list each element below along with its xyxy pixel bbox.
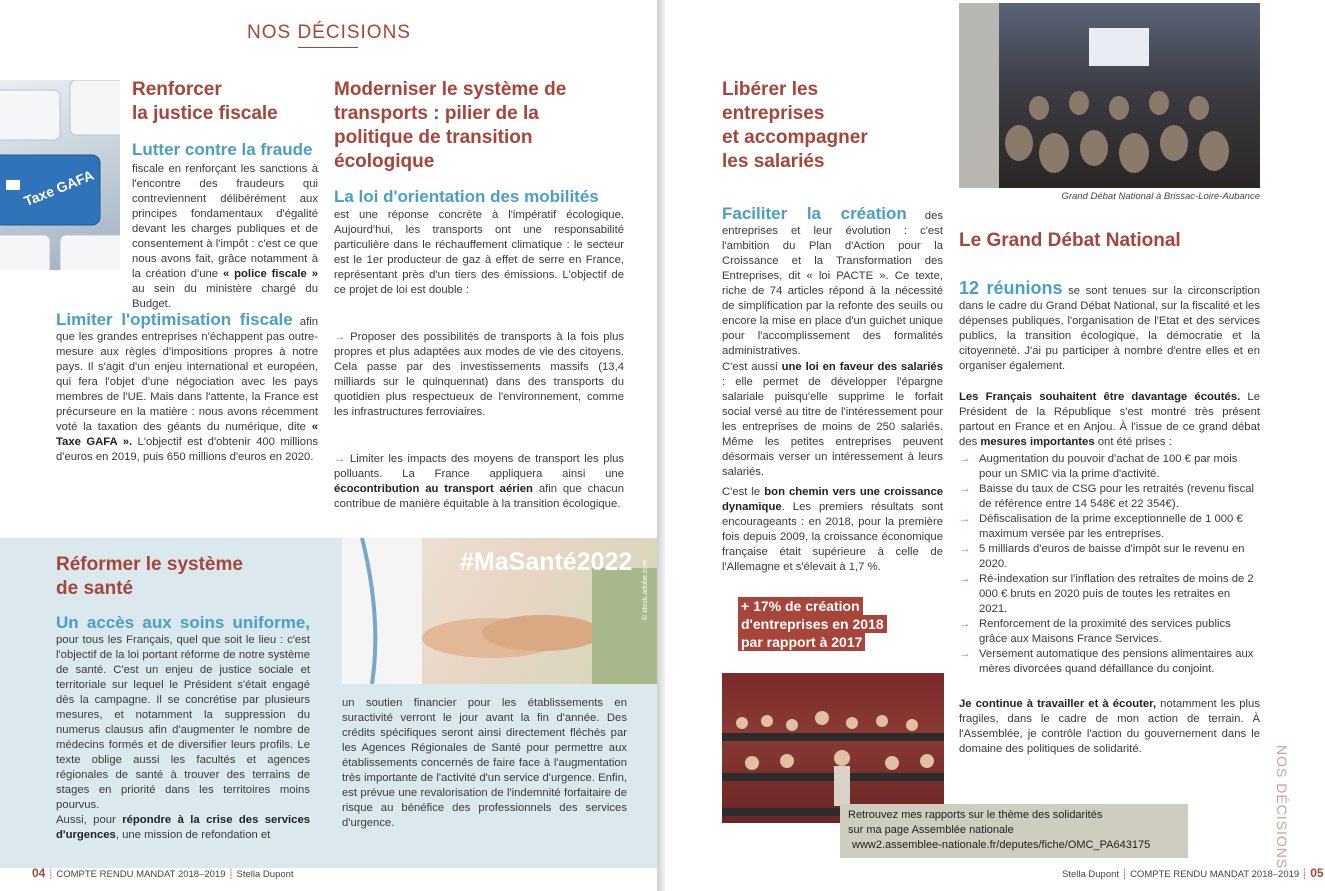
measure-item: → Augmentation du pouvoir d'achat de 100 € par mois pour un SMIC via la prime d'activité. — [959, 452, 1260, 482]
debate-illustration — [959, 3, 1260, 188]
hashtag-label: #MaSanté2022 — [460, 548, 633, 576]
continue-bold: Je continue à travailler et à écouter, — [959, 698, 1157, 710]
debat-measures-paragraph — [959, 390, 1260, 450]
pacte-text: des entreprises et leur évolution : c'est l'ambition du Plan d'Action pour la Croissance et la Transformation des Entreprises, dit « loi PACTE ». Ce texte, riche de 74 articles répond à la nécessité de simplification par la refonte des seuils ou encore la mise en place d'un guichet unique pour l'accomplissement des formalités administratives. — [722, 210, 944, 357]
measure-item: → Baisse du taux de CSG pour les retraités (revenu fiscal de référence entre 14 548€ et 22 354€). — [959, 482, 1260, 512]
stat-line-3: par rapport à 2017 — [738, 633, 865, 651]
president-text: Le Président de la République s'est montré très présent partout en France et en Anjou. À l'issue de ce grand débat des — [959, 391, 1260, 448]
reports-box — [840, 804, 1188, 858]
fraud-subheading: Lutter contre la fraude — [132, 140, 313, 159]
growth-text: C'est le — [722, 486, 761, 498]
creation-subheading: Faciliter la création — [722, 204, 907, 223]
salaries-bold: une loi en faveur des salariés — [781, 361, 943, 373]
stat-line-2: d'entreprises en 2018 — [738, 615, 887, 633]
optimisation-text: afin que les grandes entreprises n'échappent pas outre-mesure aux règles d'impositions propres à notre pays. Il s'agit d'un enjeu international et européen, qui fera l'objet d'une négociation avec les pays membres de l'UE. Mais dans l'attente, la France est précurseure en la matière : nous avons récemment voté la taxation des géants du numérique, dite — [56, 316, 318, 433]
reports-box-line-2: sur ma page Assemblée nationale — [848, 824, 1014, 836]
page-number-left: 04 — [32, 866, 46, 880]
bullet-1-text: Proposer des possibilités de transports à la fois plus propres et plus adaptées aux modes de vie des citoyens. Cela passe par des investissements massifs (13,4 milliards sur le quinquennat) dans des transports du quotidien plus respectueux de l'environnement, comme les infrastructures ferroviaires. — [334, 331, 625, 418]
business-paragraph-3 — [722, 485, 943, 575]
continue-text: notamment les plus fragiles, dans le cadre de mon action de terrain. À l'Assemblée, je contrôle l'action du gouvernement dans le domaine des politiques de solidarité. — [959, 698, 1260, 755]
enterprise-stat-highlight — [738, 597, 887, 651]
arrow-icon: → — [334, 331, 351, 343]
footer-right-text: COMPTE RENDU MANDAT 2018–2019 — [1130, 869, 1300, 880]
growth-bold: bon chemin vers une croissance dynamique — [722, 486, 944, 513]
debat-lead-paragraph — [959, 278, 1260, 374]
footer-left-text: COMPTE RENDU MANDAT 2018–2019 — [56, 869, 226, 880]
measure-item: → Défiscalisation de la prime exceptionnelle de 1 000 € maximum versée par les entreprises. — [959, 512, 1260, 542]
president-text-end: ont été prises : — [1097, 436, 1172, 448]
mesures-bold: mesures importantes — [980, 436, 1095, 448]
measure-item: → Versement automatique des pensions alimentaires aux mères divorcées quand défaillance du conjoint. — [959, 647, 1260, 677]
footer-right-author: Stella Dupont — [1062, 869, 1120, 880]
reunions-count: 12 réunions — [959, 278, 1063, 298]
business-heading: Libérer les entreprises et accompagner les salariés — [722, 79, 868, 172]
grand-debat-heading: Le Grand Débat National — [959, 230, 1181, 251]
footer-left-author: Stella Dupont — [236, 869, 294, 880]
transport-bullet-1 — [334, 330, 624, 420]
growth-text-end: . Les premiers résultats sont encourageants : en 2018, pour la première fois depuis 2009, la croissance économique française était supérieure à celle de l'Allemagne et s'élevait à 1,7 %. — [722, 501, 943, 573]
transport-bullet-2 — [334, 452, 624, 512]
footer-right: Stella Dupont ┊ COMPTE RENDU MANDAT 2018–2019 ┊ 05 — [1062, 866, 1324, 880]
optimisation-text-end: L'objectif est d'obtenir 400 millions d'euros en 2019, puis 650 millions d'euros en 2020. — [56, 436, 318, 463]
debate-photo — [959, 3, 1260, 188]
page-title: NOS DÉCISIONS — [247, 22, 411, 43]
side-title: NOS DÉCISIONS — [1274, 745, 1290, 870]
stat-line-1: + 17% de création — [738, 597, 863, 615]
fiscal-justice-heading: Renforcer la justice fiscale — [132, 79, 278, 124]
urgence-text-end: , une mission de refondation et — [115, 829, 271, 841]
health-heading: Réformer le système de santé — [56, 554, 243, 599]
measure-item: → Renforcement de la proximité des services publics grâce aux Maisons France Services. — [959, 617, 1260, 647]
health-text: pour tous les Français, quel que soit le lieu : c'est l'objectif de la loi portant réforme de notre système de santé. C'est un enjeu de justice sociale et territoriale sur lequel le Président s'était engagé dès la campagne. Il se concrétise par plusieurs mesures, et notamment la suppression du numerus clausus afin d'augmenter le nombre de médecins formés et de diversifier leurs profils. Le texte oblige aussi les facultés et agences régionales de santé à trouver des terrains de stages en priorité dans les territoires moins pourvus. — [56, 634, 310, 811]
business-paragraph-1 — [722, 204, 943, 359]
measure-item: → Ré-indexation sur l'inflation des retraites de moins de 2 000 € bruts en 2020 puis de toutes les retraites en 2021. — [959, 572, 1260, 617]
photo-credit: © stock.adobe.com — [642, 559, 649, 620]
debat-lead-text: se sont tenues sur la circonscription dans le cadre du Grand Débat National, sur la fiscalité et les dépenses publiques, l'organisation de l'Etat et des services publics, la transition écologique, la démocratie et la citoyenneté. J'ai pu participer à nombre d'entre elles et en organiser également. — [959, 285, 1261, 372]
bullet-2-text: Limiter les impacts des moyens de transport les plus polluants. La France appliquera ainsi une — [334, 453, 625, 480]
measures-list — [959, 452, 1260, 677]
arrow-icon: → — [334, 453, 350, 465]
assembly-photo — [722, 673, 944, 823]
health-paragraph-2: un soutien financier pour les établissements en suractivité verront le jour avant la fin d'année. Des crédits spécifiques seront ainsi directement fléchés par les Agences Régionales de Santé pour permettre aux établissements concernés de faire face à l'augmentation très importante de l'activité d'un service d'urgence. Enfin, est prévue une revalorisation de l'indemnité forfaitaire de risque au bénéfice des professionnels des services d'urgence. — [342, 697, 627, 829]
mobility-paragraph: est une réponse concrète à l'impératif écologique. Aujourd'hui, les transports ont une responsabilité particulière dans le réchauffement climatique : le secteur est le 1er producteur de gaz à effet de serre en France, représentant près d'un tiers des émissions. L'objectif de ce projet de loi est double : — [334, 209, 624, 296]
police-fiscale-text: « police fiscale » — [222, 268, 318, 280]
salaries-text: C'est aussi — [722, 361, 778, 373]
care-access-subheading: Un accès aux soins uniforme, — [56, 613, 310, 632]
title-underline — [298, 47, 358, 48]
key-label: Taxe GAFA — [21, 166, 96, 210]
transport-heading: Moderniser le système de transports : pilier de la politique de transition écologique — [334, 79, 567, 172]
measure-item: → 5 milliards d'euros de baisse d'impôt sur le revenu en 2020. — [959, 542, 1260, 572]
urgence-bold: répondre à la crise des services d'urgences — [56, 814, 311, 841]
optimisation-subheading: Limiter l'optimisation fiscale — [56, 310, 293, 329]
reports-box-line-1: Retrouvez mes rapports sur le thème des solidarités — [848, 809, 1103, 821]
page-spine — [657, 0, 665, 891]
fraud-paragraph — [56, 162, 318, 312]
fraud-text: fiscale en renforçant les sanctions à l'encontre des fraudeurs qui contreviennent délibérément aux principes fondamentaux d'égalité devant les charges publiques et de consentement à l'impôt : c'est ce que nous avons fait, grâce notamment à la création d'une — [132, 163, 318, 280]
health-paragraph — [56, 613, 310, 843]
taxe-gafa-text: « Taxe GAFA ». — [56, 421, 318, 448]
continue-paragraph — [959, 697, 1260, 757]
footer-left: 04 ┊ COMPTE RENDU MANDAT 2018–2019 ┊ Stella Dupont — [32, 866, 294, 880]
ecoutes-bold: Les Français souhaitent être davantage écoutés. — [959, 391, 1241, 403]
reports-link[interactable]: www2.assemblee-nationale.fr/deputes/fiche/OMC_PA643175 — [852, 839, 1151, 851]
mobility-subheading: La loi d'orientation des mobilités — [334, 187, 599, 206]
ecocontribution-text: écocontribution au transport aérien — [334, 483, 533, 495]
debate-caption: Grand Débat National à Brissac-Loire-Aubance — [1061, 191, 1260, 202]
health-photo — [342, 538, 657, 684]
salaries-text-end: : elle permet de développer l'épargne salariale puisqu'elle supprime le forfait social versé au titre de l'intéressement pour les entreprises de moins de 250 salariés. Même les petites entreprises peuvent désormais verser un intéressement à leurs salariés. — [722, 376, 943, 478]
optimisation-paragraph — [56, 310, 318, 465]
urgence-text: Aussi, pour — [56, 814, 116, 826]
business-paragraph-2 — [722, 360, 943, 480]
fraud-text-end: au sein du ministère chargé du Budget. — [132, 283, 318, 310]
assembly-illustration — [722, 673, 944, 823]
bullet-2-text-end: afin que chacun contribue de manière équitable à la transition écologique. — [334, 483, 624, 510]
page-number-right: 05 — [1310, 866, 1324, 880]
